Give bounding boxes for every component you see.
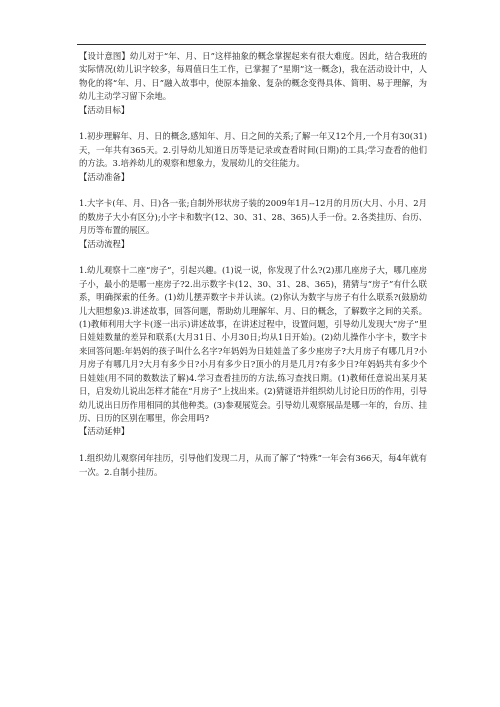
header-rule <box>77 44 426 45</box>
spacer <box>79 439 427 452</box>
goals-paragraph: 1.初步理解年、月、日的概念,感知年、月、日之间的关系;了解一年又12个月,一个月有30(31)天，一年共有365天。2.引导幼儿知道日历等是记录或查看时间(日期)的工具;学习查看的他们的方法。3.培养幼儿的观察和想象力，发展幼儿的交往能力。 <box>79 131 427 169</box>
spacer <box>79 117 427 130</box>
section-heading-goals: 【活动目标】 <box>79 104 130 115</box>
document-body <box>79 50 427 479</box>
section-heading-extension: 【活动延伸】 <box>79 426 130 437</box>
section-heading-preparation: 【活动准备】 <box>79 171 130 182</box>
design-intent-paragraph: 【设计意图】幼儿对于“年、月、日”这样抽象的概念掌握起来有很大难度。因此，结合我班的实际情况(幼儿识字较多，每周值日生工作，已掌握了“星期”这一概念)，我在活动设计中，人物化的将“年、月、日”融入故事中，使原本抽象、复杂的概念变得具体、简明、易于理解，为幼儿主动学习留下余地。 <box>79 51 427 102</box>
preparation-paragraph: 1.大字卡(年、月、日)各一张;自制外形状房子装的2009年1月--12月的月历(大月、小月、2月的数房子大小有区分);小字卡和数字(12、30、31、28、365)人手一份。2.各类挂历、台历、月历等布置的展区。 <box>79 198 427 236</box>
extension-paragraph: 1.组织幼儿观察闰年挂历，引导他们发现二月，从而了解了“特殊”一年会有366天，每4年就有一次。2.自制小挂历。 <box>79 453 427 477</box>
process-paragraph: 1.幼儿观察十二座“房子”，引起兴趣。(1)说一说，你发现了什么?(2)那几座房子大，哪几座房子小，最小的是哪一座房子?2.出示数字卡(12、30、31、28、365)，猜猜与“房子”有什么联系，明确探索的任务。(1)幼儿摆弄数字卡并认读。(2)你认为数字与房子有什么联系?(鼓励幼儿大胆想象)3.讲述故事，回答问题，帮助幼儿理解年、月、日的概念，了解数字之间的关系。(1)教师利用大字卡(逐一出示)讲述故事，在讲述过程中，设置问题，引导幼儿发现大“房子”里日娃娃数量的差异和联系(大月31日、小月30日;均从1日开始)。(2)幼儿操作小字卡，数字卡来回答问题:年妈妈的孩子叫什么名字?年妈妈为日娃娃盖了多少座房子?大月房子有哪几月?小月房子有哪几月?大月有多少日?小月有多少日?顶小的月是几月?有多少日?年妈妈共有多少个日娃娃(用不同的数数法了解)4.学习查看挂历的方法,练习查找日期。(1)教师任意说出某月某日，启发幼儿说出怎样才能在“月房子”上找出来。(2)猜谜语并组织幼儿讨论日历的作用，引导幼儿说出日历作用相同的其他种类。(3)参观展览会。引导幼儿观察展品是哪一年的，台历、挂历、日历的区别在哪里，你会用吗? <box>79 265 427 423</box>
section-heading-process: 【活动流程】 <box>79 238 130 249</box>
spacer <box>79 251 427 264</box>
spacer <box>79 184 427 197</box>
